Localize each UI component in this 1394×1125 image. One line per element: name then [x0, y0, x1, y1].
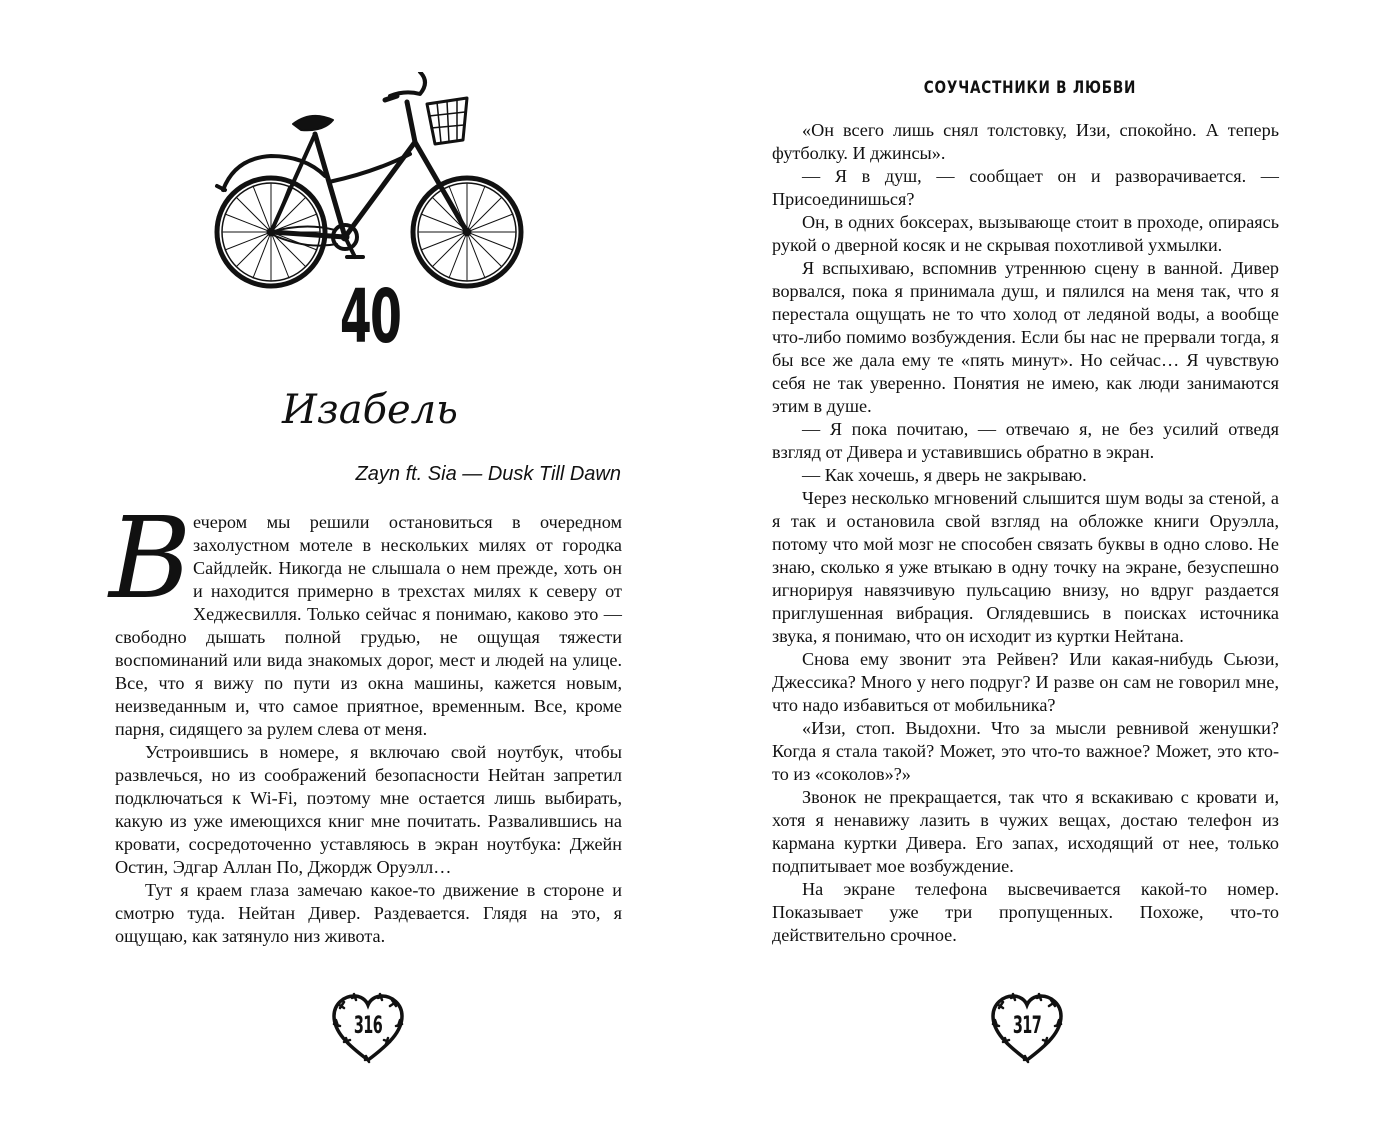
paragraph: На экране телефона высвечивается какой-то номер. Показывает уже три пропущенных. Похоже, что-то действительно срочное. [772, 879, 1279, 945]
page-number: 316 [353, 1011, 383, 1039]
paragraph: — Как хочешь, я дверь не закрываю. [802, 465, 1087, 485]
drop-cap: В [109, 494, 192, 624]
page-number-badge [328, 990, 408, 1070]
running-head: СОУЧАСТНИКИ В ЛЮБВИ [923, 78, 1137, 98]
paragraph: «Изи, стоп. Выдохни. Что за мысли ревнивой женушки? Когда я стала такой? Может, это что-то важное? Может, это кто-то из «соколов»?» [772, 718, 1279, 784]
paragraph: Через несколько мгновений слышится шум воды за стеной, а я так и остановила свой взгляд на обложке книги Оруэлла, потому что мой мозг не способен связать буквы в одно слово. Не знаю, сколько я уже втыкаю в одну точку на экране, безуспешно игнорируя навязчивую пульсацию внизу, но вдруг раздается приглушенная вибрация. Оглядевшись в поисках источника звука, я понимаю, что он исходит из куртки Нейтана. [772, 488, 1279, 646]
paragraph: — Я в душ, — сообщает он и разворачивается. — Присоединишься? [772, 166, 1279, 209]
paragraph: Звонок не прекращается, так что я вскакиваю с кровати и, хотя я ненавижу лазить в чужих вещах, достаю телефон из кармана куртки Дивера. Его запах, исходящий от нее, только подпитывает мое возбуждение. [772, 787, 1279, 876]
bicycle-illustration [205, 72, 535, 300]
page-number: 317 [1012, 1011, 1042, 1039]
paragraph: «Он всего лишь снял толстовку, Изи, спокойно. А теперь футболку. И джинсы». [772, 120, 1279, 163]
page-number-badge [987, 990, 1067, 1070]
chapter-number: 40 [339, 274, 401, 360]
paragraph: Тут я краем глаза замечаю какое-то движение в стороне и смотрю туда. Нейтан Дивер. Раздевается. Глядя на это, я ощущаю, как затянуло низ живота. [115, 880, 622, 946]
right-body-text [772, 119, 1279, 947]
paragraph: — Я пока почитаю, — отвечаю я, не без усилий отведя взгляд от Дивера и уставившись обратно в экран. [772, 419, 1279, 462]
left-body-text [109, 494, 622, 948]
chapter-title: Изабель [282, 387, 458, 433]
paragraph: Я вспыхиваю, вспомнив утреннюю сцену в ванной. Дивер ворвался, пока я принимала душ, и пялился на меня так, что я перестала ощущать не то что холод от ледяной воды, а вообще что-либо помимо возбуждения. Если бы нас не прервали тогда, я бы все же дала ему те «пять минут». Но сейчас… Я чувствую себя не так уверенно. Понятия не имею, как люди занимаются этим в душе. [772, 258, 1279, 416]
basket [427, 98, 467, 144]
paragraph-text: ечером мы решили остановиться в очередном захолустном мотеле в нескольких милях от городка Сайдлейк. Никогда не слышала о нем прежде, хоть он и находится примерно в трехстах милях к северу от Хеджесвилля. Только сейчас я понимаю, каково это — свободно дышать полной грудью, не ощущая тяжести воспоминаний или вида знакомых дорог, мест и людей на улице. Все, что я вижу по пути из окна машины, кажется новым, неизведанным и, что самое приятное, временным. Все, кроме парня, сидящего за рулем слева от меня. [115, 512, 622, 739]
paragraph: Он, в одних боксерах, вызывающе стоит в проходе, опираясь рукой о дверной косяк и не скрывая похотливой ухмылки. [772, 212, 1279, 255]
paragraph: Снова ему звонит эта Рейвен? Или какая-нибудь Сьюзи, Джессика? Много у него подруг? И разве он сам не говорил мне, что надо избавиться от мобильника? [772, 649, 1279, 715]
paragraph [109, 494, 622, 741]
paragraph: Устроившись в номере, я включаю свой ноутбук, чтобы развлечься, но из соображений безопасности Нейтан запретил подключаться к Wi-Fi, поэтому мне остается лишь выбирать, какую из уже имеющихся книг мне почитать. Развалившись на кровати, сосредоточенно уставляюсь в экран ноутбука: Джейн Остин, Эдгар Аллан По, Джордж Оруэлл… [115, 742, 622, 877]
song-epigraph: Zayn ft. Sia — Dusk Till Dawn [355, 463, 621, 485]
